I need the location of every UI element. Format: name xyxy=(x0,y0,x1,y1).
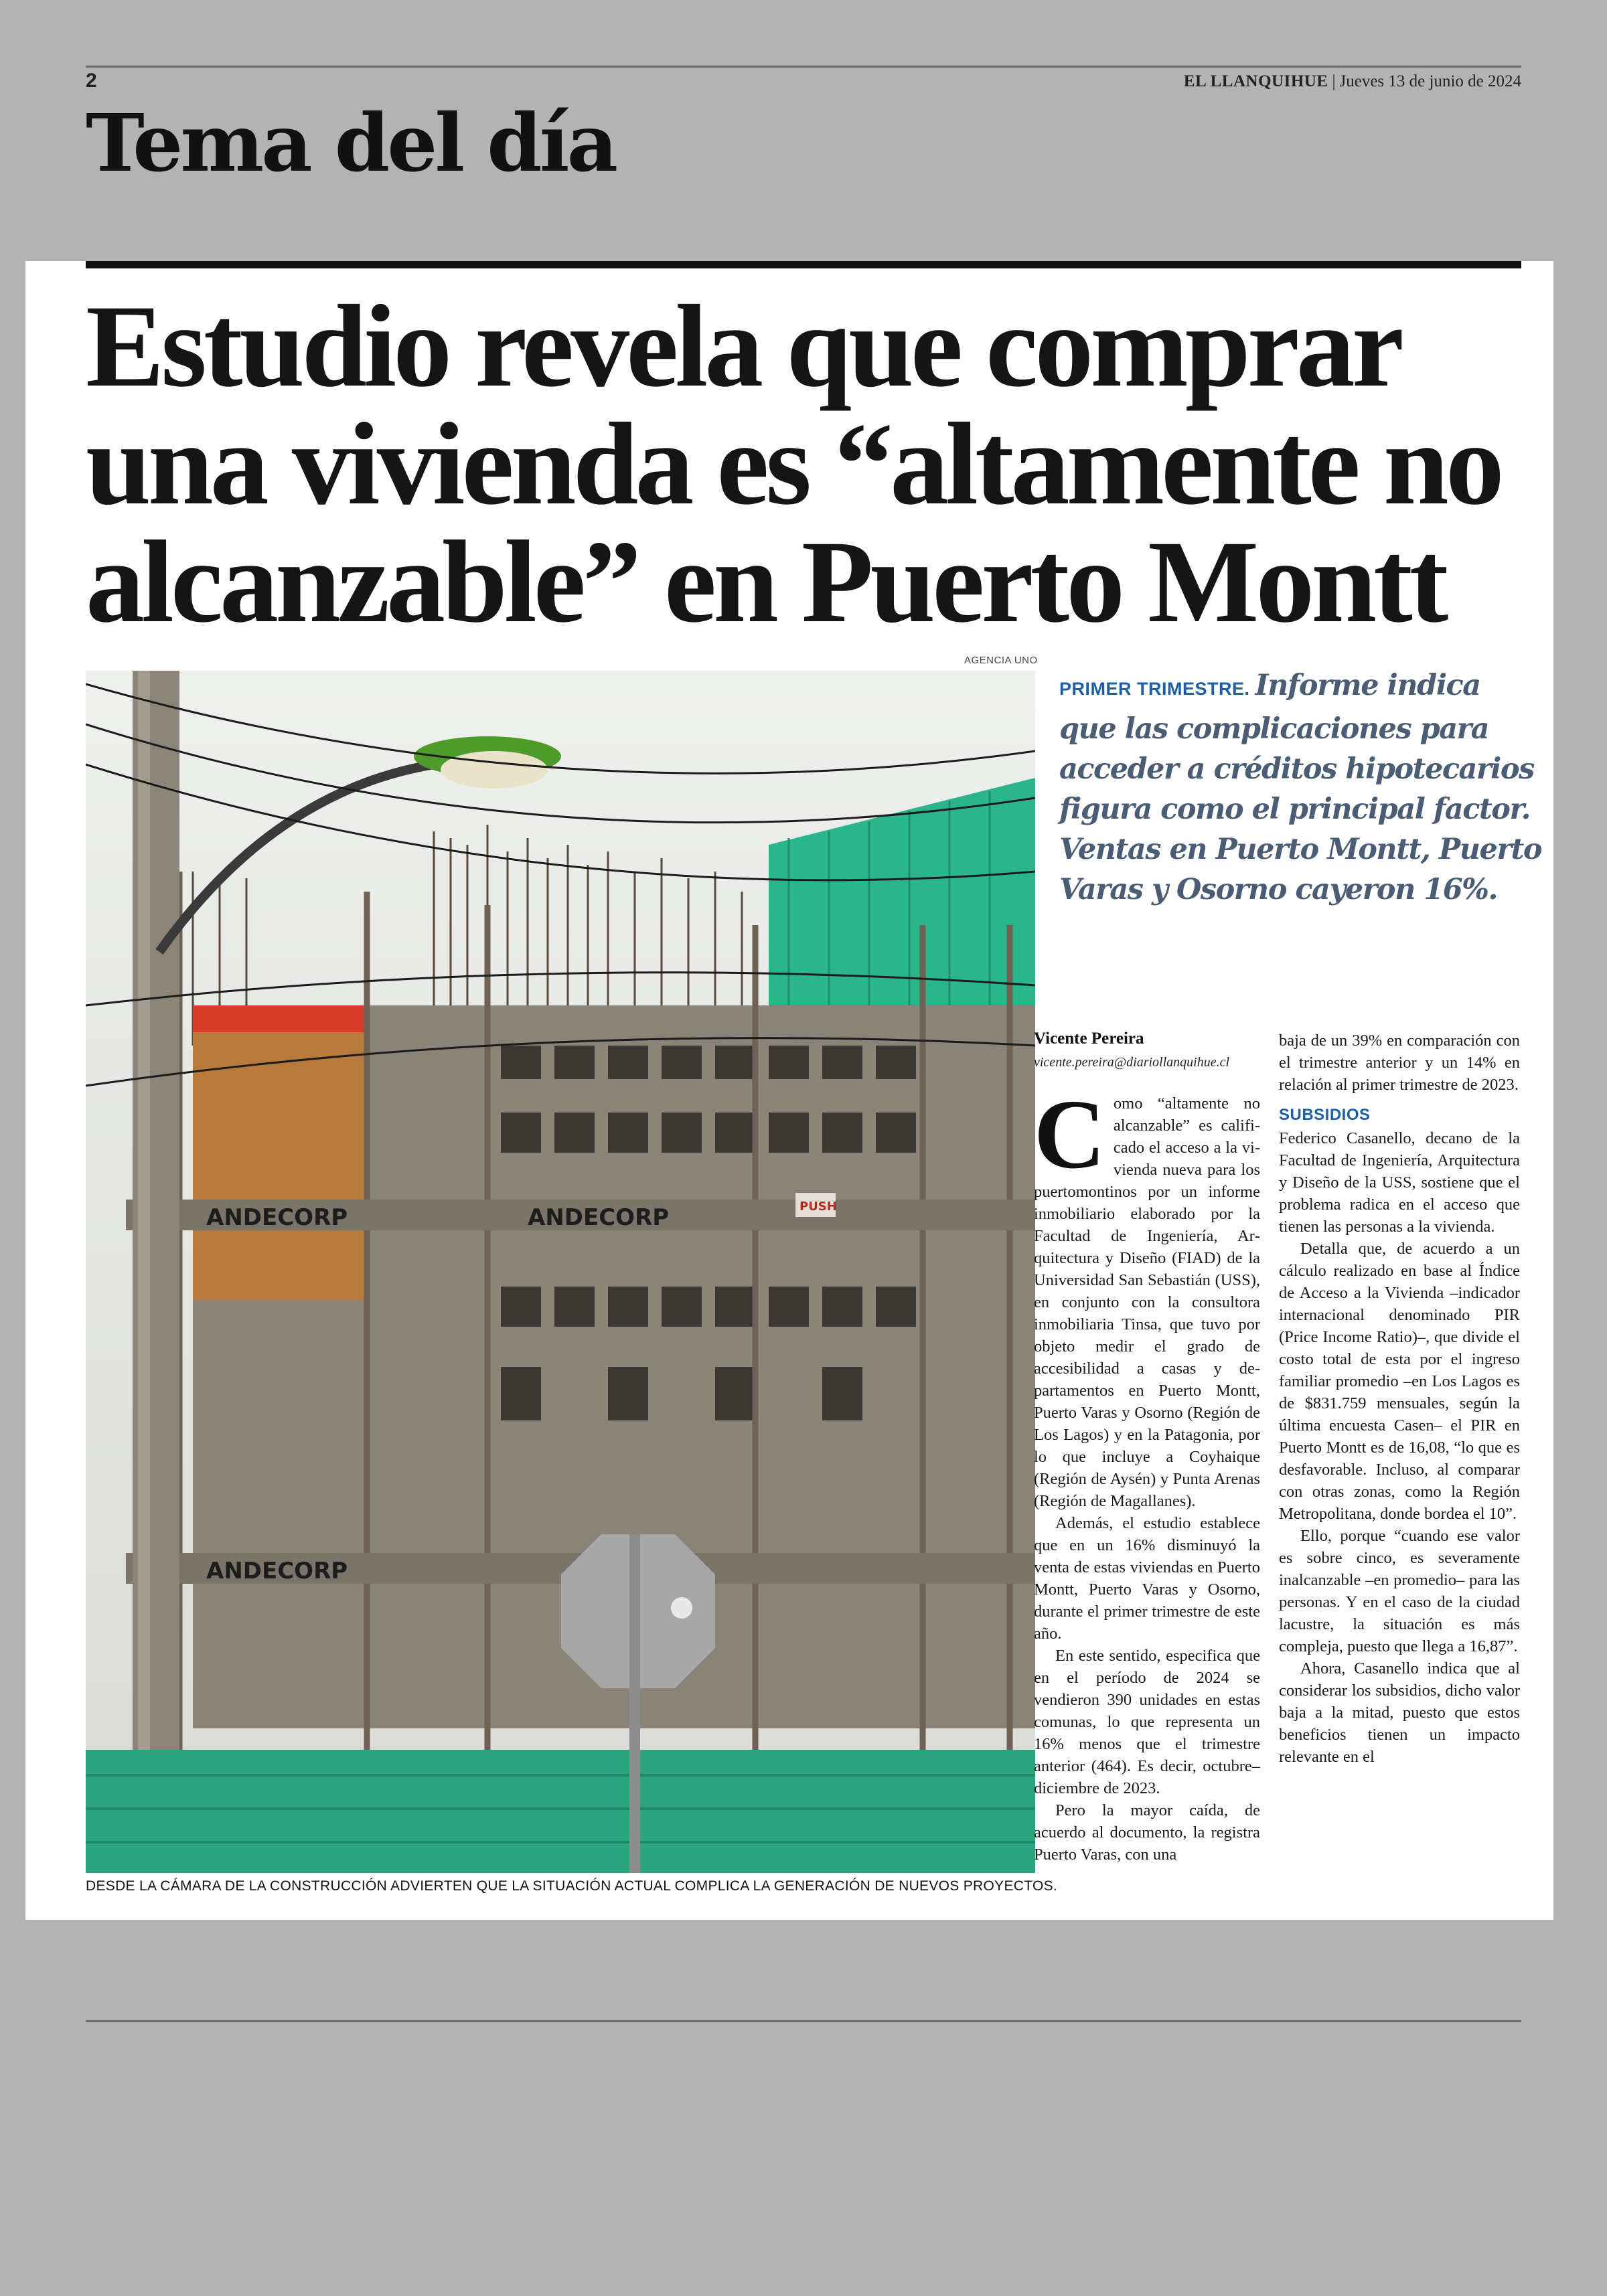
scaffold-brand-1: ANDECORP xyxy=(206,1204,348,1231)
paragraph-6: Federico Casanello, decano de la Facultad de Ingeniería, Arquitectura y Diseño de la USS, sostiene que el problema radica en el acceso que tienen las personas a la vivienda. xyxy=(1279,1129,1520,1236)
body-column-2 xyxy=(1279,1030,1520,1897)
author-email: vicente.pereira@diariollanquihue.cl xyxy=(1034,1055,1230,1070)
article-deck xyxy=(1059,665,1541,910)
paragraph-1 xyxy=(1034,1092,1260,1512)
scaffold-brand-2: ANDECORP xyxy=(528,1204,670,1231)
photo-caption: DESDE LA CÁMARA DE LA CONSTRUCCIÓN ADVIERTEN QUE LA SITUACIÓN ACTUAL COMPLICA LA GENERACIÓN DE NUEVOS PROYECTOS. xyxy=(86,1878,1058,1894)
author-name: Vicente Pereira xyxy=(1034,1030,1144,1048)
deck-text: Informe indica que las complicaciones para acceder a créditos hipotecarios figura como el principal factor. Ventas en Puerto Montt, Puerto Varas y Osorno cayeron 16%. xyxy=(1059,669,1542,906)
issue-date: Jueves 13 de junio de 2024 xyxy=(1339,72,1521,90)
paragraph-9: Ahora, Casanello indica que al considerar los subsidios, dicho valor baja a la mitad, puesto que estos beneficios tienen un impacto relevante en el xyxy=(1279,1659,1520,1766)
paragraph-8: Ello, porque “cuando ese valor es sobre cinco, es severamente inalcanzable –en promedio– para las personas. Y en el caso de la ciudad lacustre, la situación es más compleja, puesto que llega a 16,87”. xyxy=(1279,1527,1520,1655)
bottom-rule xyxy=(86,2020,1521,2022)
paragraph-3: En este sentido, especifica que en el período de 2024 se vendieron 390 unidades en estas comunas, lo que representa un 16% menos que el trimestre anterior (464). Es decir, octubre–diciembre de 2023. xyxy=(1034,1647,1260,1797)
scaffold-brand-3: ANDECORP xyxy=(206,1558,348,1584)
headline-rule xyxy=(86,261,1521,268)
body-column-1 xyxy=(1034,1092,1260,1896)
paragraph-7: Detalla que, de acuerdo a un cálculo realizado en base al Índice de Acceso a la Vivienda –indicador internacional denominado PIR (Price Income Ratio)–, que divide el costo total de esta por el ingreso familiar promedio –en Los Lagos es de $831.759 mensuales, según la última encuesta Casen– el PIR en Puerto Montt es de 16,08, “lo que es desfavorable. Incluso, al comparar con otras zonas, como la Región Metropolitana, donde bordea el 10”. xyxy=(1279,1240,1520,1523)
header-separator: | xyxy=(1332,72,1336,90)
headline-line-2: una vivienda es “altamente no xyxy=(86,399,1501,529)
section-title: Tema del día xyxy=(86,96,616,189)
paper-info xyxy=(1184,72,1521,91)
paragraph-5: baja de un 39% en comparación con el trimestre anterior y un 14% en relación al primer trimestre de 2023. xyxy=(1279,1032,1520,1094)
paragraph-2: Además, el estudio establece que en un 16% disminuyó la venta de estas viviendas en Puerto Montt, Puerto Varas y Osorno, durante el primer trimestre de este año. xyxy=(1034,1514,1260,1643)
photo-credit: AGENCIA UNO xyxy=(964,655,1038,666)
top-rule xyxy=(86,66,1521,68)
headline-line-3: alcanzable” en Puerto Montt xyxy=(86,517,1446,647)
paragraph-4: Pero la mayor caída, de acuerdo al documento, la registra Puerto Varas, con una xyxy=(1034,1801,1260,1864)
article-photo xyxy=(86,671,1035,1873)
page-number: 2 xyxy=(86,70,97,92)
headline xyxy=(86,281,1521,647)
byline xyxy=(1034,1030,1261,1070)
construction-site-illustration xyxy=(86,671,1035,1873)
headline-line-1: Estudio revela que comprar xyxy=(86,281,1401,412)
push-sign: PUSH xyxy=(799,1200,837,1214)
deck-kicker: PRIMER TRIMESTRE. xyxy=(1059,679,1250,699)
subhead-subsidios: SUBSIDIOS xyxy=(1279,1106,1371,1124)
paragraph-1-text: omo “altamente no alcanzable” es calificado el acceso a la vivienda nueva para los puertomontinos por un informe inmobiliario elaborado por la Facultad de Ingeniería, Arquitectura y Diseño (FIAD) de la Universidad San Sebastián (USS), en conjunto con la consultora inmobiliaria Tinsa, que tuvo por objeto medir el grado de accesibilidad a casas y departamentos en Puerto Montt, Puerto Varas y Osorno (Región de Los Lagos) y en la Patagonia, por lo que incluye a Coyhaique (Región de Aysén) y Punta Arenas (Región de Magallanes). xyxy=(1034,1094,1260,1510)
drop-cap: C xyxy=(1034,1092,1105,1190)
paper-name: EL LLANQUIHUE xyxy=(1183,72,1328,90)
